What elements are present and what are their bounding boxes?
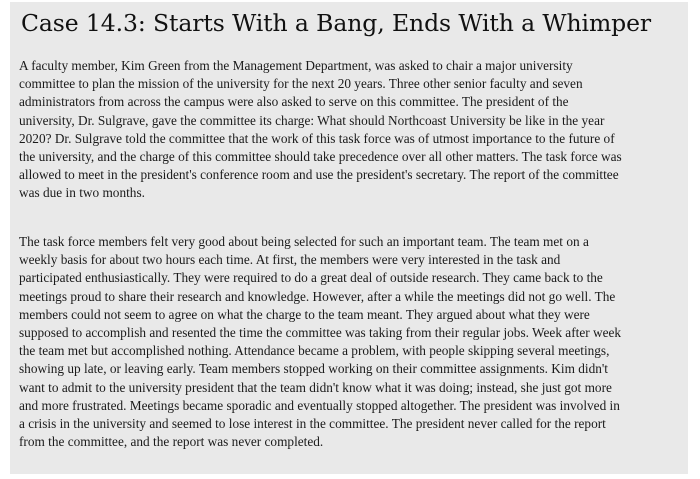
- paragraph-line: the university, and the charge of this committee should take precedence over all other matters. The task force was: [19, 149, 622, 165]
- paragraph-line: want to admit to the university president that the team didn't know what it was doing; instead, she just got more: [19, 379, 612, 395]
- paragraph-line: 2020? Dr. Sulgrave told the committee that the work of this task force was of utmost importance to the future of: [19, 130, 615, 146]
- paragraph-line: participated enthusiastically. They were required to do a great deal of outside research. They came back to the: [19, 270, 603, 286]
- paragraph-line: and more frustrated. Meetings became sporadic and eventually stopped altogether. The president was involved in: [19, 397, 620, 413]
- case-title: Case 14.3: Starts With a Bang, Ends With a Whimper: [21, 9, 652, 37]
- paragraph-line: showing up late, or leaving early. Team members stopped working on their committee assignments. Kim didn't: [19, 361, 608, 377]
- paragraph-line: allowed to meet in the president's conference room and use the president's secretary. The report of the committee: [19, 167, 619, 183]
- paragraph-line: was due in two months.: [19, 185, 145, 201]
- paragraph-line: The task force members felt very good about being selected for such an important team. The team met on a: [19, 234, 589, 249]
- paragraph-line: members could not seem to agree on what the charge to the team meant. They argued about what they were: [19, 306, 590, 322]
- case-study-panel: [10, 2, 688, 474]
- paragraph-line: committee to plan the mission of the university for the next 20 years. Three other senior faculty and seven: [19, 76, 583, 92]
- paragraph-line: administrators from across the campus were also asked to serve on this committee. The president of the: [19, 94, 569, 110]
- paragraph-line: A faculty member, Kim Green from the Management Department, was asked to chair a major university: [19, 58, 573, 73]
- case-paragraph-2: [19, 233, 689, 451]
- paragraph-line: university, Dr. Sulgrave, gave the committee its charge: What should Northcoast University be like in the year: [19, 112, 605, 128]
- paragraph-line: meetings proud to share their research and knowledge. However, after a while the meetings did not go well. The: [19, 288, 616, 304]
- paragraph-line: supposed to accomplish and resented the time the committee was taking from their regular jobs. Week after week: [19, 325, 622, 341]
- paragraph-line: weekly basis for about two hours each time. At first, the members were very interested in the task and: [19, 252, 561, 268]
- paragraph-line: a crisis in the university and seemed to lose interest in the committee. The president never called for the report: [19, 416, 606, 432]
- paragraph-line: from the committee, and the report was never completed.: [19, 434, 324, 450]
- paragraph-line: the team met but accomplished nothing. Attendance became a problem, with people skipping several meetings,: [19, 343, 610, 359]
- case-paragraph-1: [19, 57, 689, 203]
